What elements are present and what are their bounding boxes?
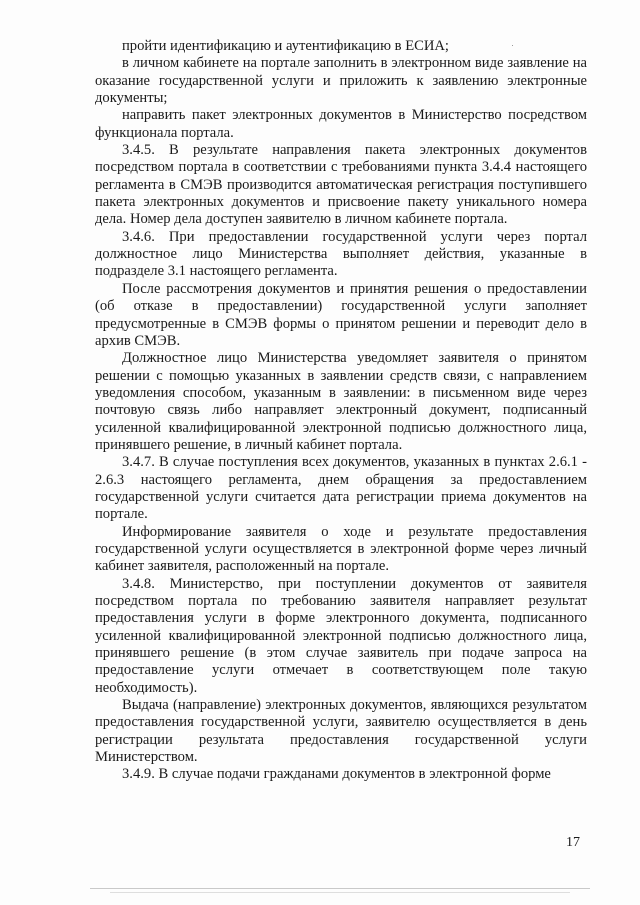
paragraph: 3.4.8. Министерство, при поступлении документов от заявителя посредством портала по требованию заявителя направляет результат предоставления услуги в форме электронного документа, подписанного усиленной квалифицированной электронной подписью должностного лица, принявшего решение (в этом случае заявитель при подаче запроса на предоставление услуги отмечает в соответствующем поле такую необходимость). xyxy=(95,575,587,696)
paragraph: Выдача (направление) электронных документов, являющихся результатом предоставления государственной услуги, заявителю осуществляется в день регистрации результата предоставления государственной услуги Министерством. xyxy=(95,697,587,766)
paragraph: 3.4.7. В случае поступления всех документов, указанных в пунктах 2.6.1 - 2.6.3 настоящего регламента, днем обращения за предоставлением государственной услуги считается дата регистрации приема документов на портале. xyxy=(95,454,587,523)
paragraph: После рассмотрения документов и принятия решения о предоставлении (об отказе в предоставлении) государственной услуги заполняет предусмотренные в СМЭВ формы о принятом решении и переводит дело в архив СМЭВ. xyxy=(95,280,587,349)
paragraph: 3.4.5. В результате направления пакета электронных документов посредством портала в соответствии с требованиями пункта 3.4.4 настоящего регламента в СМЭВ производится автоматическая регистрация поступившего пакета электронных документов и присвоение пакету уникального номера дела. Номер дела доступен заявителю в личном кабинете портала. xyxy=(95,142,587,228)
paragraph: Информирование заявителя о ходе и результате предоставления государственной услуги осуществляется в электронной форме через личный кабинет заявителя, расположенный на портале. xyxy=(95,523,587,575)
document-body xyxy=(95,38,587,784)
paragraph: направить пакет электронных документов в Министерство посредством функционала портала. xyxy=(95,107,587,141)
scan-edge-line xyxy=(90,888,590,889)
page-number: 17 xyxy=(566,835,580,850)
paragraph: 3.4.9. В случае подачи гражданами документов в электронной форме xyxy=(122,766,551,783)
scan-edge-line xyxy=(110,892,570,893)
scan-dot xyxy=(512,45,513,46)
paragraph: пройти идентификацию и аутентификацию в ЕСИА; xyxy=(122,38,449,54)
paragraph: в личном кабинете на портале заполнить в электронном виде заявление на оказание государственной услуги и приложить к заявлению электронные документы; xyxy=(95,55,587,107)
paragraph: 3.4.6. При предоставлении государственной услуги через портал должностное лицо Министерства выполняет действия, указанные в подразделе 3.1 настоящего регламента. xyxy=(95,228,587,280)
paragraph: Должностное лицо Министерства уведомляет заявителя о принятом решении с помощью указанных в заявлении средств связи, с направлением уведомления способом, указанным в заявлении: в письменном виде через почтовую связь либо направляет электронный документ, подписанный усиленной квалифицированной электронной подписью должностного лица, принявшего решение, в личный кабинет портала. xyxy=(95,350,587,453)
